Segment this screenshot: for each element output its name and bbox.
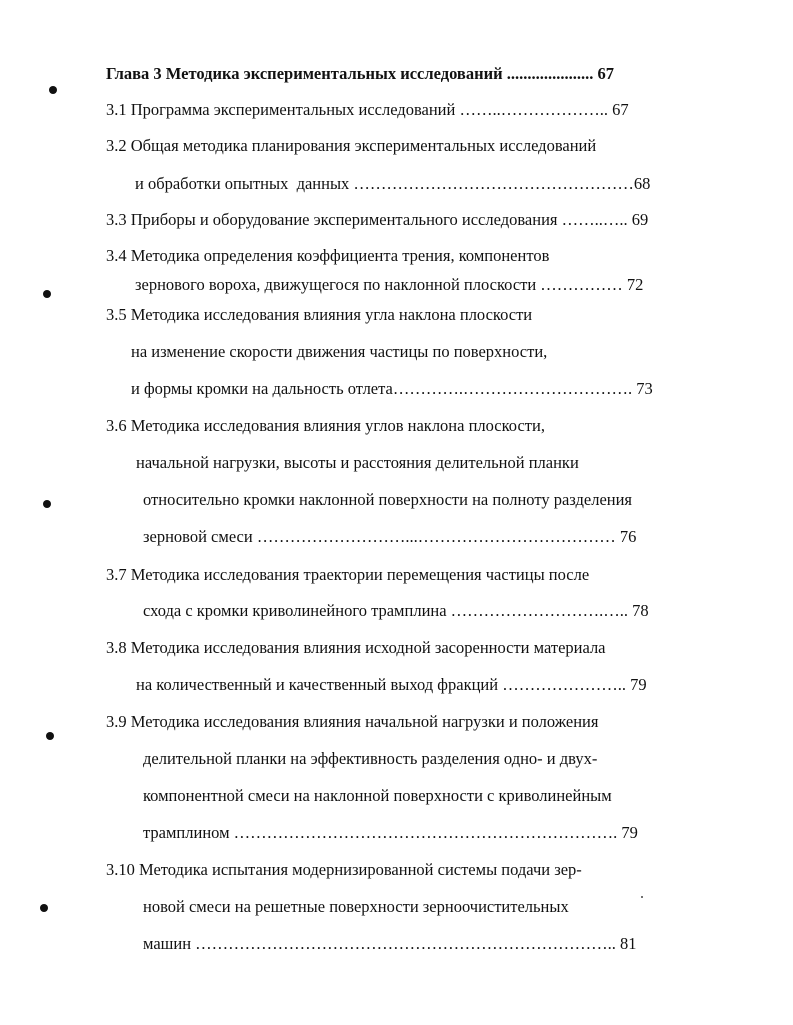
toc-entry-3-9-line4: трамплином ……………………………………………………………. 79 [143,823,638,842]
toc-entry-3-4-line2: зернового вороха, движущегося по наклонной плоскости …………… 72 [135,275,644,294]
toc-entry-3-7-line1: 3.7 Методика исследования траектории перемещения частицы после [106,565,590,584]
toc-entry-3-6-line2: начальной нагрузки, высоты и расстояния делительной планки [136,453,579,472]
toc-entry-3-4-line1: 3.4 Методика определения коэффициента трения, компонентов [106,246,550,265]
toc-entry-3-5-line1: 3.5 Методика исследования влияния угла наклона плоскости [106,305,533,324]
toc-entry-3-10-line2: новой смеси на решетные поверхности зерноочистительных [143,897,569,916]
toc-entry-3-8-line1: 3.8 Методика исследования влияния исходной засоренности материала [106,638,606,657]
toc-entry-3-2-line2: и обработки опытных данных ……………………………………………68 [135,174,651,193]
binder-hole-mark [40,904,48,912]
toc-entry-3-10-line3: машин ………………………………………………………………….. 81 [143,934,637,953]
binder-hole-mark [49,86,57,94]
toc-chapter-3: Глава 3 Методика экспериментальных исследований ..................... 67 [106,64,614,83]
binder-hole-mark [43,290,51,298]
toc-entry-3-7-line2: схода с кромки криволинейного трамплина ……………………….….. 78 [143,601,649,620]
toc-entry-3-6-line1: 3.6 Методика исследования влияния углов наклона плоскости, [106,416,545,435]
toc-entry-3-6-line4: зерновой смеси ………………………...……………………………… 76 [143,527,637,546]
toc-entry-3-10-line1: 3.10 Методика испытания модернизированной системы подачи зер- [106,860,582,879]
toc-entry-3-9-line2: делительной планки на эффективность разделения одно- и двух- [143,749,598,768]
toc-entry-3-5-line2: на изменение скорости движения частицы по поверхности, [131,342,548,361]
toc-entry-3-3: 3.3 Приборы и оборудование экспериментального исследования ……..….. 69 [106,210,649,229]
toc-entry-3-5-line3: и формы кромки на дальность отлета………….…………………………. 73 [131,379,653,398]
binder-hole-mark [46,732,54,740]
scan-speck [641,896,643,898]
toc-entry-3-9-line1: 3.9 Методика исследования влияния начальной нагрузки и положения [106,712,599,731]
toc-entry-3-9-line3: компонентной смеси на наклонной поверхности с криволинейным [143,786,612,805]
binder-hole-mark [43,500,51,508]
toc-entry-3-8-line2: на количественный и качественный выход фракций ………………….. 79 [136,675,647,694]
toc-entry-3-2-line1: 3.2 Общая методика планирования экспериментальных исследований [106,136,597,155]
toc-entry-3-1: 3.1 Программа экспериментальных исследований ……..……………….. 67 [106,100,629,119]
toc-entry-3-6-line3: относительно кромки наклонной поверхности на полноту разделения [143,490,633,509]
